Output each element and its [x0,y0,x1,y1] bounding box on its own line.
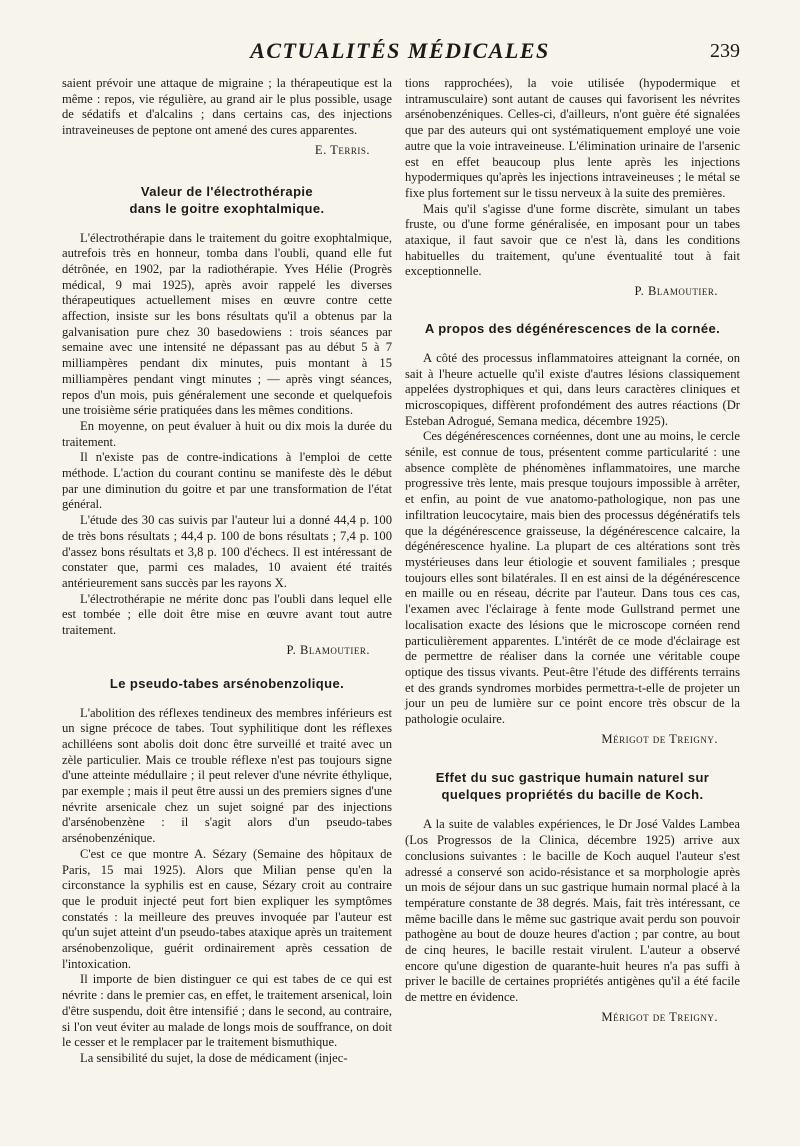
intro-signature: E. Terris. [314,142,370,157]
continuation-section [405,76,740,300]
right-column [405,76,740,1026]
intro-section [62,76,392,159]
page-header [0,38,800,68]
article-title [62,183,392,217]
article-title-line: Valeur de l'électrothérapie [140,183,314,199]
article-signature: P. Blamoutier. [634,284,718,299]
article-gastric-juice [405,769,740,1025]
article-paragraph: tions rapprochées), la voie utilisée (hypodermique et intramusculaire) sont autant de causes qui favorisent les névrites arsénobenzéniques. Celles-ci, d'ailleurs, n'ont guère été signalées que par des auteurs qui ont systématiquement employé une voie autre que la voie intraveineuse. L'élimination urinaire de l'arsenic est en effet beaucoup plus lente après les injections hypodermiques qu'après les injections intraveineuses ; le métal se fixe plus fortement sur le tissu nerveux à la suite des premières. [405,76,740,200]
left-column [62,76,392,1067]
article-electrotherapy [62,183,392,659]
article-paragraph: L'abolition des réflexes tendineux des membres inférieurs est un signe précoce de tabes. Tout syphilitique dont les réflexes achilléens sont abolis doit donc être surveillé et traité avec un zèle particulier. Mais ce trouble réflexe n'est pas toujours signe d'une atteinte médullaire ; il peut relever d'une névrite éthylique, par exemple ; mais il peut être aussi un des premiers signes d'une névrite arsenicale chez un sujet soigné par des injections d'arsénobenzène : il s'agit alors d'un pseudo-tabes arsénobenzénique. [62,705,392,846]
article-signature: Mérigot de Treigny. [601,1009,718,1024]
article-paragraph: A côté des processus inflammatoires atteignant la cornée, on sait à l'heure actuelle qu'il existe d'autres lésions classiquement appelées dystrophiques et qui, dans leurs caractères cliniques et microscopiques, diffèrent profondément des autres réactions (Dr Esteban Adrogué, Semana medica, décembre 1925). [405,350,740,428]
article-signature: P. Blamoutier. [286,642,370,657]
article-paragraph: Il n'existe pas de contre-indications à l'emploi de cette méthode. L'action du courant continu se manifeste dès le début par une diminution du goitre et par une transformation de l'état général. [62,450,392,512]
article-paragraph: L'électrothérapie ne mérite donc pas l'oubli dans lequel elle est tombée ; elle doit être mise en œuvre avant tout autre traitement. [62,591,392,638]
page-number: 239 [710,40,740,62]
article-title [405,769,740,803]
article-pseudo-tabes [62,675,392,1067]
article-paragraph: Il importe de bien distinguer ce qui est tabes de ce qui est névrite : dans le premier cas, en effet, le traitement arsenical, loin d'être suspendu, doit être intensifié ; dans le second, au contraire, si l'on veut éviter au malade de longs mois de souffrance, on doit le cesser et le remplacer par le traitement bismuthique. [62,972,392,1050]
article-title: A propos des dégénérescences de la cornée. [424,320,721,336]
article-title-line: dans le goitre exophtalmique. [129,200,325,216]
article-cornea [405,320,740,748]
article-title-line: quelques propriétés du bacille de Koch. [441,787,704,803]
article-paragraph: La sensibilité du sujet, la dose de médicament (injec- [80,1050,348,1065]
running-title: ACTUALITÉS MÉDICALES [250,38,550,63]
article-paragraph: L'électrothérapie dans le traitement du goitre exophtalmique, autrefois très en honneur, tomba dans l'oubli, quand elle fut détrônée, en 1902, par la radiothérapie. Yves Hélie (Progrès médical, 9 mai 1925), après avoir rappelé les diverses thérapeutiques actuellement mises en œuvre contre cette affection, insiste sur les bons résultats qu'il a obtenus par la galvanisation pure chez 30 basedowiens : trois séances par semaine avec une intensité ne dépassant pas au début 5 à 7 milliampères pendant dix minutes, puis montant à 15 milliampères pendant vingt minutes ; — après vingt séances, repos d'un mois, puis généralement une seconde et quelquefois une troisième série pratiquées dans les mêmes conditions. [62,230,392,418]
article-paragraph: Ces dégénérescences cornéennes, dont une au moins, le cercle sénile, est connue de tous, présentent comme particularité : une absence complète de phénomènes inflammatoires, une marche progressive très lente, mais presque toujours impossible à arrêter, et enfin, au point de vue anatomo-pathologique, non pas une infiltration leucocytaire, mais bien des processus dégénératifs tels que la dégénérescence graisseuse, la dégénérescence calcaire, la dégénérescence hyaline. La plupart de ces altérations sont très mystérieuses dans leur étiologie et souvent familiales ; presque toujours elles sont bilatérales. Il en est ainsi de la dégénérescence en maille ou en réseau, décrite par l'auteur. Dans tous ces cas, l'examen avec l'éclairage à fente mode Gullstrand permet une localisation exacte des lésions que le microscope cornéen rend particulièrement apparentes. L'intérêt de ce mode d'éclairage est de permettre de réaliser dans la cornée une véritable coupe optique des tissus vivants. Peut-être l'étude des différents terrains et des grands syndromes morbides permettra-t-elle de projeter un jour un peu de lumière sur ce point encore très obscur de la pathologie oculaire. [405,429,740,727]
article-paragraph: C'est ce que montre A. Sézary (Semaine des hôpitaux de Paris, 15 mai 1925). Alors que Milian pense qu'en la circonstance la syphilis est en cause, Sézary croit au contraire que le produit injecté peut fort bien expliquer les symptômes constatés : la meilleure des preuves invoquée par l'auteur est qu'un sujet atteint d'un pseudo-tabes ataxique après un traitement arsénobenzolique, guérit ordinairement après cessation de l'intoxication. [62,846,392,971]
article-paragraph: L'étude des 30 cas suivis par l'auteur lui a donné 44,4 p. 100 de très bons résultats ; 44,4 p. 100 de bons résultats ; 7,4 p. 100 d'assez bons résultats et 3,8 p. 100 d'échecs. Il est intéressant de constater que, parmi ces malades, 10 avaient été traités antérieurement sans succès par les rayons X. [62,513,392,590]
article-paragraph: A la suite de valables expériences, le Dr José Valdes Lambea (Los Progressos de la Clinica, décembre 1925) arrive aux conclusions suivantes : le bacille de Koch auquel l'auteur s'est adressé a conservé son acido-résistance et sa morphologie après un mois de séjour dans un suc gastrique humain normal placé à la température constante de 38 degrés. Mais, fait très intéressant, ce même bacille dans le même suc gastrique avait perdu son pouvoir pathogène au bout de douze heures d'action ; par contre, au bout de cinq heures, le bacille restait virulent. L'auteur a observé encore qu'une digestion de quarante-huit heures n'a pas suffi à priver le bacille de certaines propriétés antigènes qu'il a été facile de mettre en évidence. [405,817,740,1005]
article-paragraph: Mais qu'il s'agisse d'une forme discrète, simulant un tabes fruste, ou d'une forme généralisée, en imposant pour un tabes ataxique, il faut savoir que ce n'est là, dans les conditions habituelles du traitement, qu'une éventualité tout à fait exceptionnelle. [405,201,740,279]
article-signature: Mérigot de Treigny. [601,731,718,746]
article-paragraph: En moyenne, on peut évaluer à huit ou dix mois la durée du traitement. [62,418,392,449]
intro-paragraph: saient prévoir une attaque de migraine ; la thérapeutique est la même : repos, vie régulière, au grand air le plus possible, usage de sédatifs et d'alcalins ; dans certains cas, des injections intraveineuses de peptone ont amené des cures apparentes. [62,76,392,138]
article-title: Le pseudo-tabes arsénobenzolique. [109,675,345,691]
article-title-line: Effet du suc gastrique humain naturel sur [435,770,710,786]
